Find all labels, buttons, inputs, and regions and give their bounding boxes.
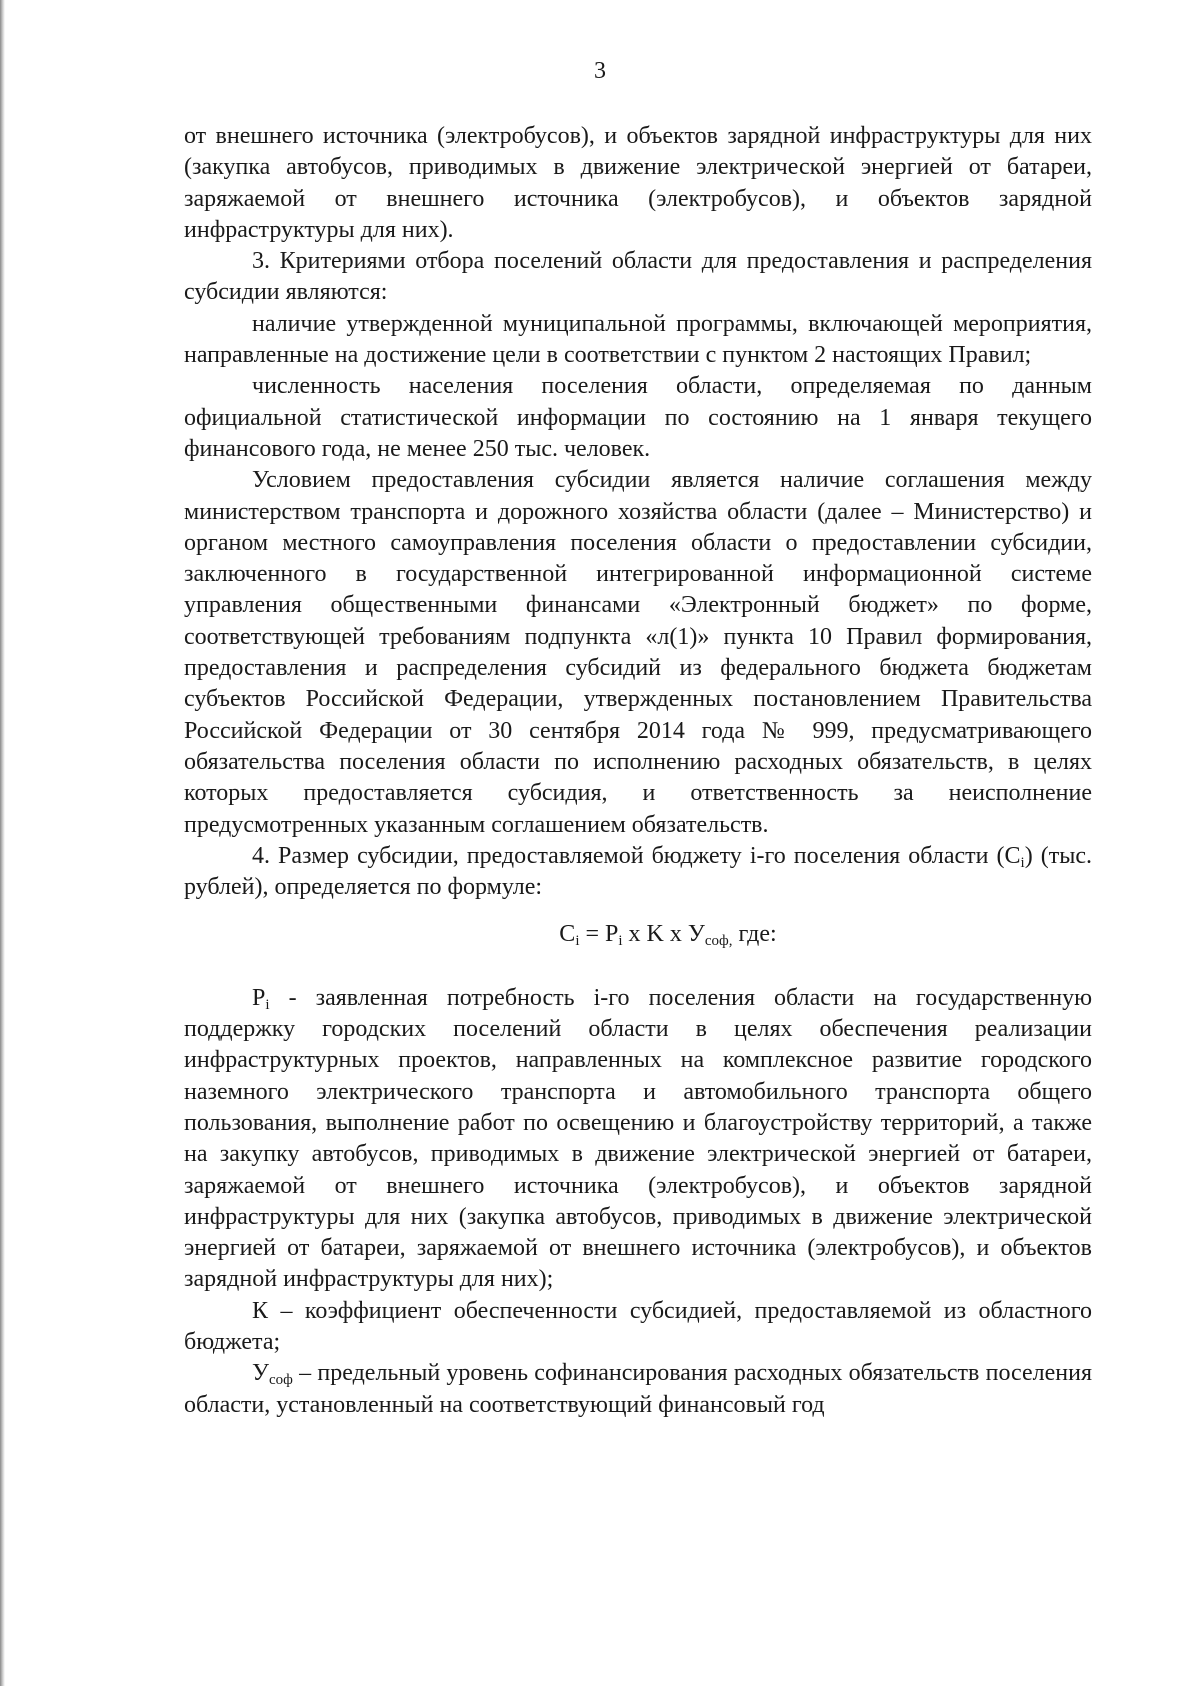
formula-p-subscript: i xyxy=(618,933,623,950)
definition-pi xyxy=(184,983,1092,1296)
formula-equals-p: = P xyxy=(579,921,619,948)
subsidy-size-text-start: 4. Размер субсидии, предоставляемой бюджету i-го поселения области (C xyxy=(252,842,1021,869)
formula-tail: где: xyxy=(732,921,777,948)
paragraph-subsidy-size xyxy=(184,841,1092,904)
formula-c: C xyxy=(559,921,576,948)
paragraph-continuation: от внешнего источника (электробусов), и объектов зарядной инфраструктуры для них (закупка автобусов, приводимых в движение электрической энергией от батареи, заряжаемой от внешнего источника (электробусов), и объектов зарядной инфраструктуры для них). xyxy=(184,123,1092,243)
definition-pi-text: - заявленная потребность i-го поселения области на государственную поддержку городских поселений области в целях обеспечения реализации инфраструктурных проектов, направленных на комплексное развитие городского наземного электрического транспорта и автомобильного транспорта общего пользования, выполнение работ по освещению и благоустройству территорий, а также на закупку автобусов, приводимых в движение электрической энергией от батареи, заряжаемой от внешнего источника (электробусов), и объектов зарядной инфраструктуры для них (закупка автобусов, приводимых в движение электрической энергией от батареи, заряжаемой от внешнего источника (электробусов), и объектов зарядной инфраструктуры для них); xyxy=(184,984,1092,1293)
definition-y-symbol: У xyxy=(252,1360,269,1387)
definition-y-subscript: соф xyxy=(269,1372,293,1389)
formula-k-y: x K x У xyxy=(622,921,705,948)
formula-y-subscript: соф, xyxy=(704,933,733,950)
scan-edge xyxy=(0,0,5,1686)
formula-c-subscript: i xyxy=(575,933,580,950)
definition-y-text: – предельный уровень софинансирования расходных обязательств поселения области, установленный на соответствующий финансовый год xyxy=(184,1360,1092,1418)
definition-pi-symbol: P xyxy=(252,984,266,1011)
document-body xyxy=(184,121,1092,1421)
definition-y xyxy=(184,1358,1092,1421)
page-number: 3 xyxy=(594,58,606,84)
paragraph-criteria-intro: 3. Критериями отбора поселений области для предоставления и распределения субсидии являются: xyxy=(184,248,1092,306)
definition-pi-subscript: i xyxy=(265,996,270,1013)
subsidy-size-text-end: ) (тыс. рублей), определяется по формуле: xyxy=(184,842,1092,901)
subsidy-size-subscript: i xyxy=(1020,854,1025,871)
paragraph-criterion-population: численность населения поселения области, определяемая по данным официальной статистической информации по состоянию на 1 января текущего финансового года, не менее 250 тыс. человек. xyxy=(184,373,1092,462)
subsidy-formula xyxy=(184,919,1092,950)
definition-k: К – коэффициент обеспеченности субсидией, предоставляемой из областного бюджета; xyxy=(184,1297,1092,1355)
paragraph-criterion-program: наличие утвержденной муниципальной программы, включающей мероприятия, направленные на достижение цели в соответствии с пунктом 2 настоящих Правил; xyxy=(184,310,1092,369)
paragraph-agreement-condition: Условием предоставления субсидии является наличие соглашения между министерством транспорта и дорожного хозяйства области (далее – Министерство) и органом местного самоуправления поселения области о предоставлении субсидии, заключенного в государственной интегрированной информационной системе управления общественными финансами «Электронный бюджет» по форме, соответствующей требованиям подпункта «л(1)» пункта 10 Правил формирования, предоставления и распределения субсидий из федерального бюджета бюджетам субъектов Российской Федерации, утвержденных постановлением Правительства Российской Федерации от 30 сентября 2014 года № 999, предусматривающего обязательства поселения области по исполнению расходных обязательств, в целях которых предоставляется субсидия, и ответственность за неисполнение предусмотренных указанным соглашением обязательств. xyxy=(184,467,1092,838)
